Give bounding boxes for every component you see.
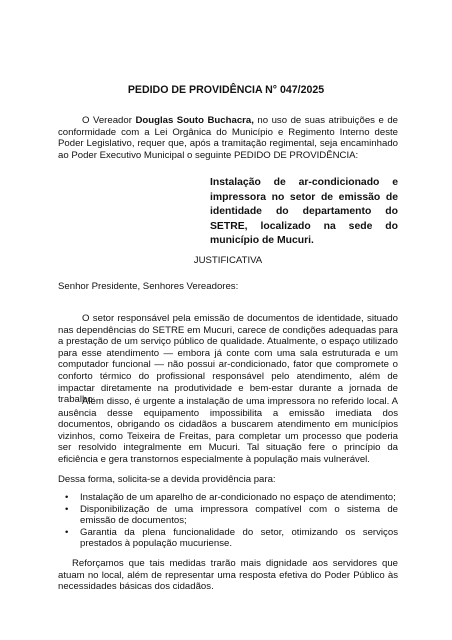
bullet-icon: • bbox=[65, 503, 69, 515]
bullet-icon: • bbox=[65, 526, 69, 538]
intro-after-name: no uso de suas atribuições e de conformidade com a Lei Orgânica do Município e Regimento Interno deste Poder Legislativo, requer que, após a tramitação regimental, seja encaminhado ao Poder Executivo Municipal o seguinte PEDIDO DE PROVIDÊNCIA: bbox=[58, 115, 398, 161]
justification-paragraph-1: O setor responsável pela emissão de documentos de identidade, situado nas dependências do SETRE em Mucuri, carece de condições adequadas para a prestação de um serviço público de qualidade. Atualmente, o espaço utilizado para esse atendimento — embora já conte com uma sala estruturada e um computador funcional — não possui ar-condicionado, fator que compromete o conforto térmico do profissional responsável pelo atendimento, além de impactar diretamente na produtividade e bem-estar durante a jornada de trabalho. bbox=[58, 313, 398, 406]
list-item bbox=[58, 492, 398, 504]
intro-before-name: O Vereador bbox=[82, 115, 136, 126]
councilman-name: Douglas Souto Buchacra, bbox=[135, 115, 254, 126]
list-item bbox=[58, 504, 398, 527]
closing-paragraph: Reforçamos que tais medidas trarão mais dignidade aos servidores que atuam no local, além de representar uma resposta efetiva do Poder Público às necessidades básicas dos cidadãos. bbox=[58, 558, 398, 593]
list-item-text: Disponibilização de uma impressora compatível com o sistema de emissão de documentos; bbox=[80, 503, 398, 527]
list-item bbox=[58, 527, 398, 550]
request-list bbox=[58, 492, 398, 550]
bullet-icon: • bbox=[65, 492, 69, 503]
list-item-text: Instalação de um aparelho de ar-condicionado no espaço de atendimento; bbox=[80, 492, 396, 503]
list-item-text: Garantia da plena funcionalidade do setor, otimizando os serviços prestados à população mucuriense. bbox=[80, 526, 398, 550]
document-title: PEDIDO DE PROVIDÊNCIA N° 047/2025 bbox=[127, 84, 325, 96]
request-summary: Instalação de ar-condicionado e impressora no setor de emissão de identidade do departamento do SETRE, localizado na sede do município de Mucuri. bbox=[210, 177, 398, 247]
intro-paragraph bbox=[58, 115, 398, 161]
justification-paragraph-2: Além disso, é urgente a instalação de uma impressora no referido local. A ausência desse equipamento impossibilita a emissão imediata dos documentos, obrigando os cidadãos a buscarem atendimento em municípios vizinhos, como Teixeira de Freitas, para completar um processo que poderia ser resolvido integralmente em Mucuri. Tal situação fere o princípio da eficiência e gera transtornos especialmente à população mais vulnerável. bbox=[58, 396, 398, 465]
request-list-intro: Dessa forma, solicita-se a devida providência para: bbox=[58, 474, 276, 485]
salutation: Senhor Presidente, Senhores Vereadores: bbox=[58, 281, 239, 292]
justification-heading: JUSTIFICATIVA bbox=[193, 255, 263, 266]
